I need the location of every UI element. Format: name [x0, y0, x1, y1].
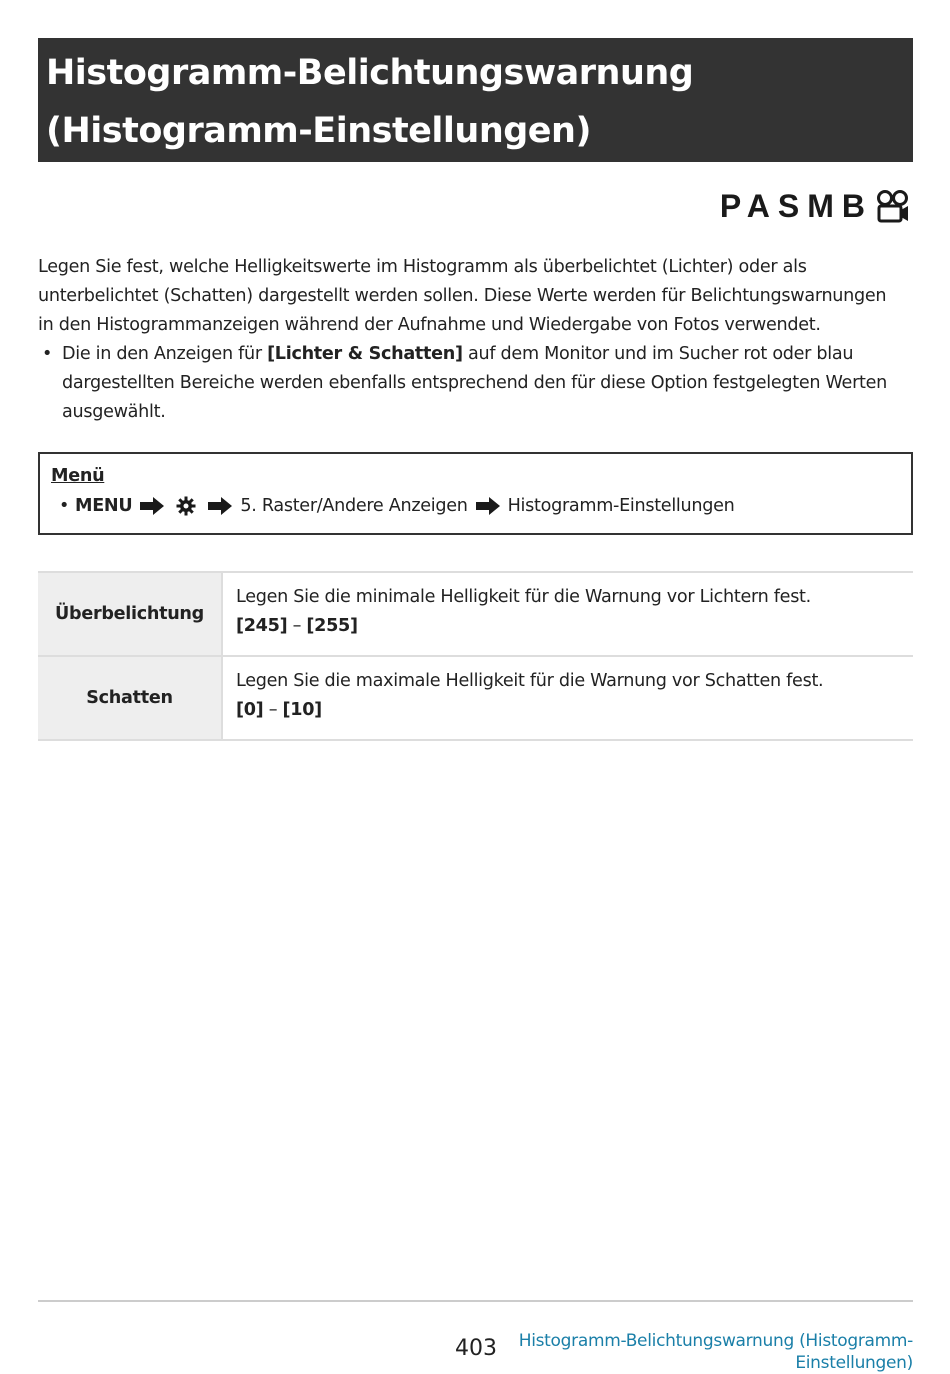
row-range — [236, 612, 913, 641]
intro-paragraph: Legen Sie fest, welche Helligkeitswerte im Histogramm als überbelichtet (Lichter) oder als unterbelichtet (Schatten) dargestellt werden sollen. Diese Werte werden für Belichtungswarnungen in den Histogrammanzeigen während der Aufnahme und Wiedergabe von Fotos verwendet. — [38, 257, 887, 335]
footer-link-line-2[interactable]: Einstellungen) — [795, 1353, 913, 1373]
arrow-right-icon — [207, 496, 233, 516]
intro-bullet — [38, 340, 898, 427]
movie-camera-icon — [875, 189, 911, 225]
bullet-dot: • — [42, 344, 53, 364]
range-separator: – — [263, 700, 283, 720]
row-description: Legen Sie die maximale Helligkeit für die Warnung vor Schatten fest. — [236, 671, 824, 691]
table-row — [38, 573, 913, 657]
bullet-text-post: auf dem Monitor und im Sucher rot oder blau dargestellten Bereiche werden ebenfalls entsprechend den für diese Option festgelegten Werten ausgewählt. — [62, 344, 887, 422]
footer-link-line-1[interactable]: Histogramm-Belichtungswarnung (Histogramm- — [518, 1331, 913, 1351]
table-row — [38, 657, 913, 741]
arrow-right-icon — [475, 496, 501, 516]
range-min: [245] — [236, 616, 288, 636]
bullet-text — [62, 340, 898, 427]
bullet-text-pre: Die in den Anzeigen für — [62, 344, 268, 364]
row-label: Schatten — [38, 657, 223, 739]
shooting-modes — [720, 188, 911, 225]
row-description-cell — [223, 657, 913, 739]
row-label: Überbelichtung — [38, 573, 223, 655]
bullet-option-name: [Lichter & Schatten] — [267, 344, 463, 364]
range-max: [10] — [282, 700, 322, 720]
footer-divider — [38, 1300, 913, 1302]
intro-section — [38, 253, 898, 427]
row-description: Legen Sie die minimale Helligkeit für die Warnung vor Lichtern fest. — [236, 587, 811, 607]
row-description-cell — [223, 573, 913, 655]
row-range — [236, 696, 913, 725]
arrow-right-icon — [139, 496, 165, 516]
gear-icon — [176, 496, 196, 516]
footer-section-link[interactable] — [493, 1330, 913, 1374]
page-title-line-2: (Histogramm-Einstellungen) — [46, 111, 591, 151]
menu-step-tab: 5. Raster/Andere Anzeigen — [240, 496, 468, 516]
page-title-banner — [38, 38, 913, 162]
menu-bullet-dot: • — [59, 496, 70, 516]
menu-heading: Menü — [51, 466, 105, 486]
range-min: [0] — [236, 700, 264, 720]
settings-table — [38, 571, 913, 741]
range-max: [255] — [306, 616, 358, 636]
menu-step-item: Histogramm-Einstellungen — [507, 496, 735, 516]
menu-path-box — [38, 452, 913, 535]
page-number: 403 — [455, 1336, 497, 1361]
menu-label: MENU — [75, 496, 133, 516]
page-title-line-1: Histogramm-Belichtungswarnung — [46, 53, 694, 93]
menu-path — [51, 491, 911, 521]
mode-letters: PASMB — [719, 188, 873, 224]
range-separator: – — [287, 616, 307, 636]
